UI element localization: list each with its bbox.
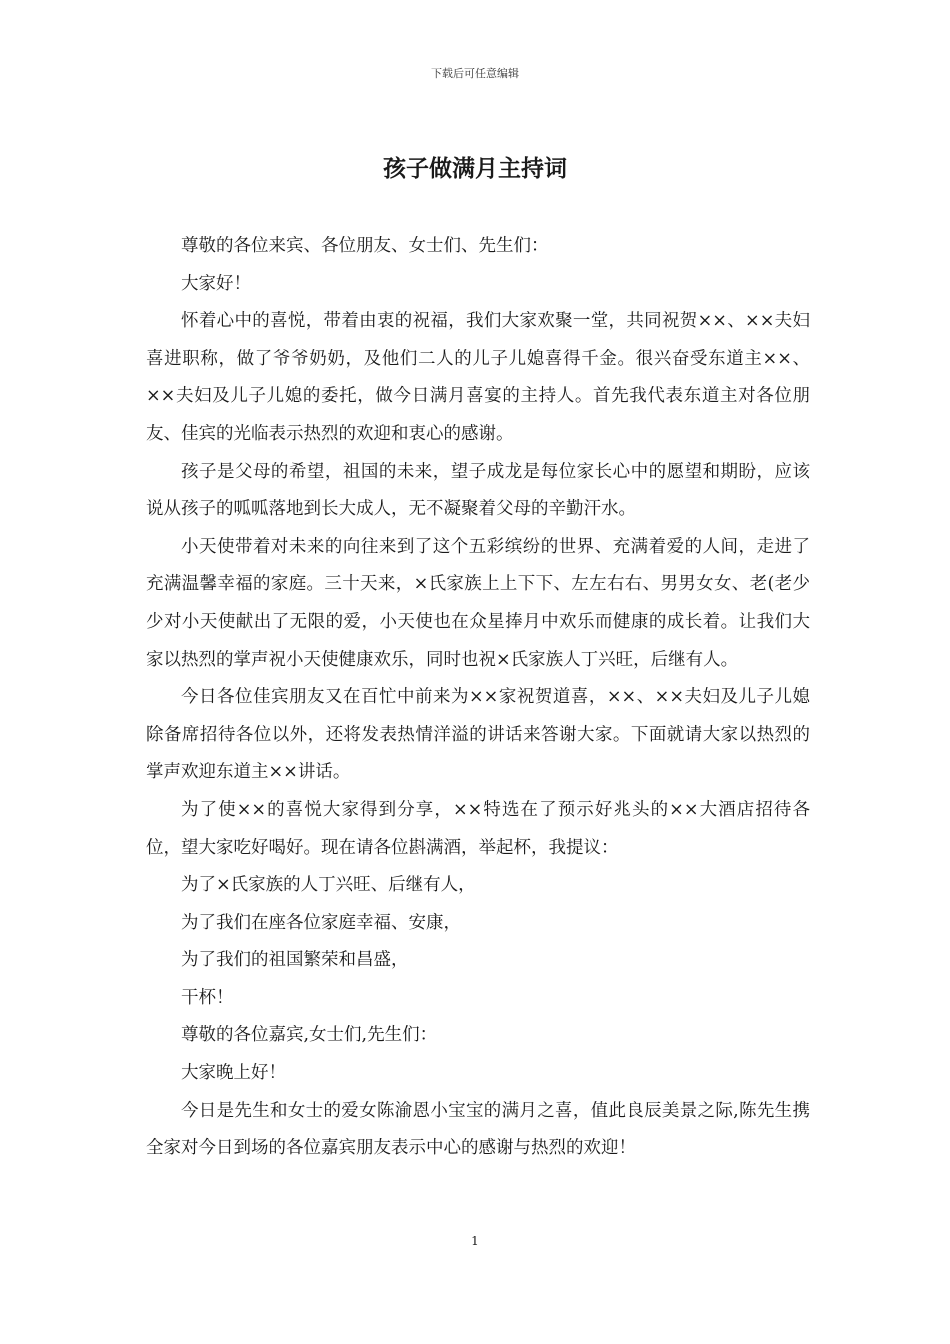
paragraph: 为了×氏家族的人丁兴旺、后继有人，: [181, 875, 476, 896]
page-number: 1: [471, 1234, 479, 1248]
paragraph: 尊敬的各位来宾、各位朋友、女士们、先生们：: [181, 236, 549, 256]
paragraph: 小天使带着对未来的向往来到了这个五彩缤纷的世界、充满着爱的人间，走进了充满温馨幸福的家庭。三十天来，×氏家族上上下下、左左右右、男男女女、老(老少少对小天使献出了无限的爱，小天使也在众星捧月中欢乐而健康的成长着。让我们大家以热烈的掌声祝小天使健康欢乐，同时也祝×氏家族人丁兴旺，后继有人。: [146, 536, 810, 670]
paragraph: 怀着心中的喜悦，带着由衷的祝福，我们大家欢聚一堂，共同祝贺××、××夫妇喜进职称，做了爷爷奶奶，及他们二人的儿子儿媳喜得千金。很兴奋受东道主××、××夫妇及儿子儿媳的委托，做今日满月喜宴的主持人。首先我代表东道主对各位朋友、佳宾的光临表示热烈的欢迎和衷心的感谢。: [146, 311, 810, 444]
paragraph: 为了使××的喜悦大家得到分享，××特选在了预示好兆头的××大酒店招待各位，望大家吃好喝好。现在请各位斟满酒，举起杯，我提议：: [146, 799, 810, 858]
paragraph: 孩子是父母的希望，祖国的未来，望子成龙是每位家长心中的愿望和期盼，应该说从孩子的呱呱落地到长大成人，无不凝聚着父母的辛勤汗水。: [146, 461, 810, 520]
paragraph: 今日各位佳宾朋友又在百忙中前来为××家祝贺道喜，××、××夫妇及儿子儿媳除备席招待各位以外，还将发表热情洋溢的讲话来答谢大家。下面就请大家以热烈的掌声欢迎东道主××讲话。: [146, 687, 810, 783]
paragraph: 干杯！: [181, 987, 234, 1008]
document-title: 孩子做满月主持词: [383, 155, 567, 182]
paragraph: 大家好！: [181, 273, 251, 294]
page-header: 下载后可任意编辑: [431, 67, 519, 80]
document-body: [146, 228, 810, 1168]
paragraph: 今日是先生和女士的爱女陈渝恩小宝宝的满月之喜，值此良辰美景之际,陈先生携全家对今日到场的各位嘉宾朋友表示中心的感谢与热烈的欢迎！: [146, 1100, 810, 1159]
paragraph: 为了我们的祖国繁荣和昌盛，: [181, 950, 409, 971]
paragraph: 为了我们在座各位家庭幸福、安康，: [181, 912, 461, 933]
paragraph: 尊敬的各位嘉宾,女士们,先生们：: [181, 1025, 438, 1046]
paragraph: 大家晚上好！: [181, 1063, 286, 1084]
